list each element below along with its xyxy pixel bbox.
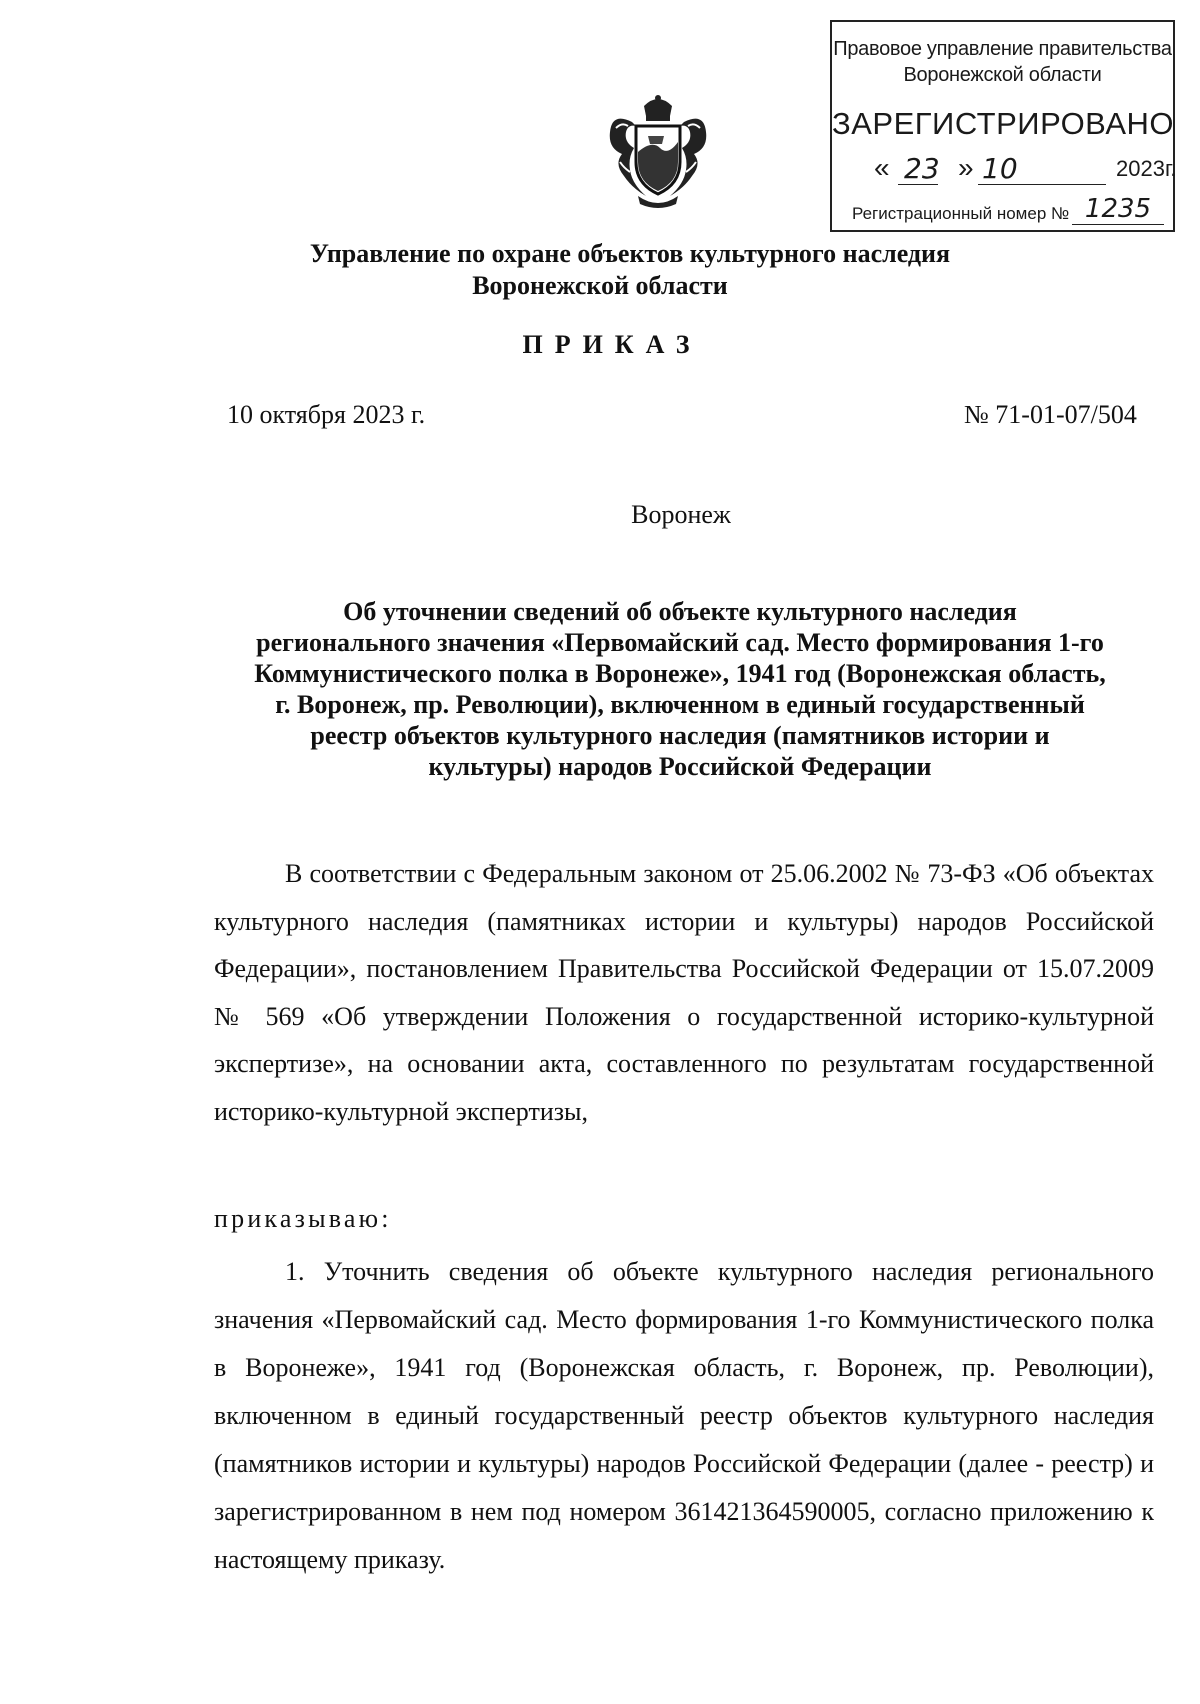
document-subject (200, 596, 1160, 782)
stamp-month-underline (978, 184, 1106, 185)
stamp-day: 23 (904, 152, 940, 185)
subject-line: культуры) народов Российской Федерации (428, 752, 932, 781)
order-word: приказываю: (214, 1204, 392, 1233)
registration-stamp (830, 20, 1175, 232)
subject-line: регионального значения «Первомайский сад. Место формирования 1-го (256, 628, 1104, 657)
stamp-quote-open: « (874, 152, 890, 183)
document-type: ПРИКАЗ (522, 330, 702, 359)
subject-line: Коммунистического полка в Воронеже», 1941 год (Воронежская область, (254, 659, 1106, 688)
stamp-date (870, 150, 1177, 185)
stamp-reg-number: 1235 (1072, 194, 1164, 225)
stamp-month: 10 (982, 152, 1018, 185)
stamp-year: 2023г. (1116, 156, 1177, 181)
preamble-paragraph: В соответствии с Федеральным законом от 25.06.2002 № 73-ФЗ «Об объектах культурного наследия (памятниках истории и культуры) народов Российской Федерации», постановлением Правительства Российской Федерации от 15.07.2009 № 569 «Об утверждении Положения о государственной историко-культурной экспертизе», на основании акта, составленного по результатам государственной историко-культурной экспертизы, (214, 859, 1154, 1126)
stamp-title: ЗАРЕГИСТРИРОВАНО (832, 106, 1175, 141)
stamp-reg-label: Регистрационный номер № (852, 204, 1070, 223)
document-city: Воронеж (631, 500, 731, 529)
document-date: 10 октября 2023 г. (227, 400, 426, 429)
subject-line: реестр объектов культурного наследия (памятников истории и (310, 721, 1050, 750)
stamp-department: Правовое управление правительства (833, 38, 1172, 60)
subject-line: г. Воронеж, пр. Революции), включенном в единый государственный (275, 690, 1085, 719)
order-item-1: 1. Уточнить сведения об объекте культурного наследия регионального значения «Первомайский сад. Место формирования 1-го Коммунистического полка в Воронеже», 1941 год (Воронежская область, г. Воронеж, пр. Революции), включенном в единый государственный реестр объектов культурного наследия (памятников истории и культуры) народов Российской Федерации (далее - реестр) и зарегистрированном в нем под номером 361421364590005, согласно приложению к настоящему приказу. (214, 1257, 1154, 1574)
stamp-day-underline (898, 184, 938, 185)
stamp-quote-close: » (958, 152, 974, 183)
coat-of-arms-icon (602, 92, 714, 210)
document-number: № 71-01-07/504 (964, 400, 1137, 429)
organization-name-line2: Воронежской области (472, 271, 728, 300)
organization-name-line1: Управление по охране объектов культурного наследия (309, 239, 951, 268)
stamp-region: Воронежской области (903, 64, 1102, 86)
subject-line: Об уточнении сведений об объекте культурного наследия (343, 597, 1017, 626)
